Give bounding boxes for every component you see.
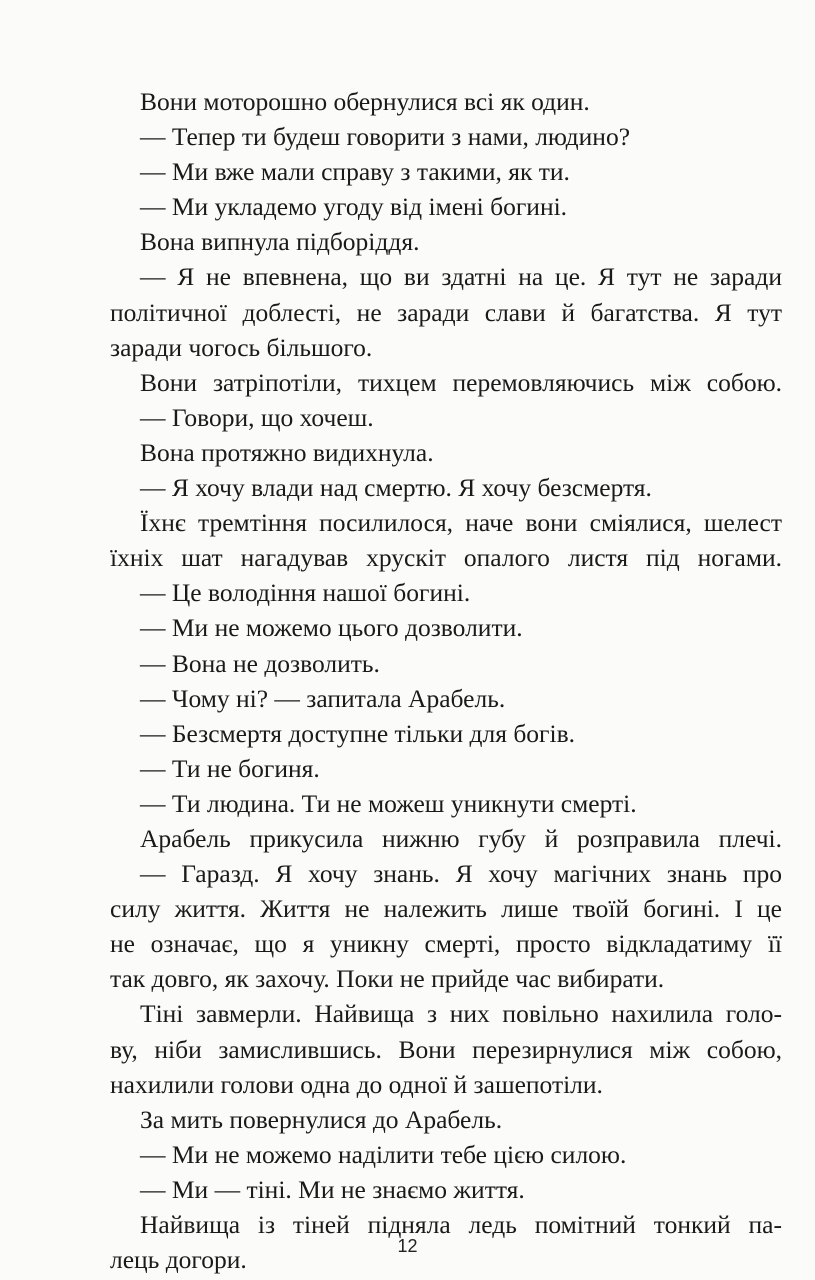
text-line: нахилили голови одна до одної й зашепотіли. [110,1069,603,1099]
text-line: — Ми не можемо цього дозволити. [140,613,523,643]
text-line: Вона випнула підборіддя. [140,227,420,257]
text-line: — Я хочу влади над смертю. Я хочу безсмертя. [140,473,652,503]
text-line: Тіні завмерли. Найвища з них повільно нахилила голо- [140,999,782,1029]
text-line: не означає, що я уникну смерті, просто відкладатиму її [110,929,782,959]
text-line: Їхнє тремтіння посилилося, наче вони сміялися, шелест [140,508,782,538]
text-line: — Ти не богиня. [140,753,320,783]
text-line: — Ми — тіні. Ми не знаємо життя. [140,1174,525,1204]
text-line: силу життя. Життя не належить лише твоїй богині. І це [110,894,782,924]
text-line: — Тепер ти будеш говорити з нами, людино? [140,122,631,152]
text-line: Арабель прикусила нижню губу й розправила плечі. [140,823,782,853]
text-line: політичної доблесті, не заради слави й багатства. Я тут [110,297,782,327]
text-line: — Говори, що хочеш. [140,402,374,432]
text-line: Вони затріпотіли, тихцем перемовляючись між собою. [140,367,782,397]
text-line: — Я не впевнена, що ви здатні на це. Я тут не заради [140,262,782,292]
text-line: їхніх шат нагадував хрускіт опалого листя під ногами. [110,543,782,573]
text-line: Вона протяжно видихнула. [140,437,434,467]
text-line: — Ти людина. Ти не можеш уникнути смерті. [140,788,637,818]
text-line: — Гаразд. Я хочу знань. Я хочу магічних знань про [140,859,782,889]
text-line: Найвища із тіней підняла ледь помітний тонкий па- [140,1210,782,1239]
text-line: Вони моторошно обернулися всі як один. [140,87,590,116]
text-line: За мить повернулися до Арабель. [140,1104,503,1134]
page-number: 12 [397,1236,418,1256]
text-line: — Ми вже мали справу з такими, як ти. [140,157,570,187]
text-line: — Ми укладемо угоду від імені богині. [140,192,568,222]
text-line: — Вона не дозволить. [140,648,380,678]
text-line: — Чому ні? — запитала Арабель. [140,683,506,713]
body-text [110,84,782,1277]
text-line: заради чогось більшого. [110,332,373,362]
text-line: лець догори. [110,1245,247,1275]
text-line: — Це володіння нашої богині. [140,578,471,608]
text-line: — Ми не можемо наділити тебе цією силою. [140,1139,627,1169]
text-line: так довго, як захочу. Поки не прийде час вибирати. [110,964,665,994]
text-line: ву, ніби замислившись. Вони перезирнулися між собою, [110,1034,782,1064]
text-line: — Безсмертя доступне тільки для богів. [140,718,576,748]
